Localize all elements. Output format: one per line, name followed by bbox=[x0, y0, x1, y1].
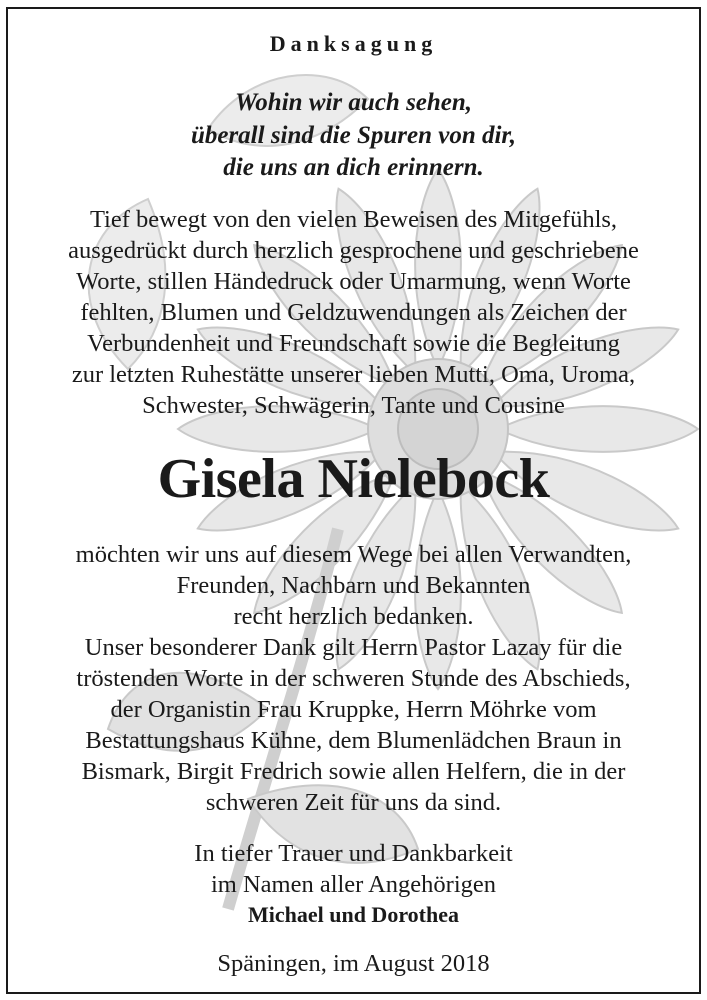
thanks-line: recht herzlich bedanken. bbox=[233, 603, 474, 630]
motto-line: die uns an dich erinnern. bbox=[223, 154, 484, 181]
closing-line: im Namen aller Angehörigen bbox=[210, 871, 497, 898]
intro-line: zur letzten Ruhestätte unserer lieben Mutti, Oma, Uroma, bbox=[71, 361, 636, 388]
intro-line: Worte, stillen Händedruck oder Umarmung, wenn Worte bbox=[76, 268, 631, 295]
thanks-line: tröstenden Worte in der schweren Stunde des Abschieds, bbox=[76, 665, 631, 692]
motto-line: überall sind die Spuren von dir, bbox=[190, 122, 517, 149]
intro-line: ausgedrückt durch herzlich gesprochene und geschriebene bbox=[68, 237, 639, 264]
thanks-line: Unser besonderer Dank gilt Herrn Pastor Lazay für die bbox=[84, 634, 623, 661]
notice-frame bbox=[6, 7, 701, 994]
thanks-line: Freunden, Nachbarn und Bekannten bbox=[176, 572, 531, 599]
intro-line: Tief bewegt von den vielen Beweisen des Mitgefühls, bbox=[89, 206, 618, 233]
motto-line: Wohin wir auch sehen, bbox=[234, 89, 473, 116]
notice-title: Danksagung bbox=[269, 31, 438, 56]
thanks-line: schweren Zeit für uns da sind. bbox=[205, 789, 502, 816]
signers: Michael und Dorothea bbox=[247, 902, 460, 927]
deceased-name: Gisela Nielebock bbox=[157, 448, 550, 510]
intro-line: Verbundenheit und Freundschaft sowie die Begleitung bbox=[87, 330, 620, 357]
thanks-line: Bismark, Birgit Fredrich sowie allen Helfern, die in der bbox=[81, 758, 626, 785]
closing-line: In tiefer Trauer und Dankbarkeit bbox=[194, 840, 513, 867]
thanks-line: Bestattungshaus Kühne, dem Blumenlädchen Braun in bbox=[85, 727, 622, 754]
thanks-line: möchten wir uns auf diesem Wege bei allen Verwandten, bbox=[75, 541, 632, 568]
place-date: Späningen, im August 2018 bbox=[217, 950, 490, 977]
intro-line: fehlten, Blumen und Geldzuwendungen als Zeichen der bbox=[80, 299, 627, 326]
thanks-line: der Organistin Frau Kruppke, Herrn Möhrke vom bbox=[110, 696, 597, 723]
notice-content bbox=[8, 9, 699, 992]
intro-line: Schwester, Schwägerin, Tante und Cousine bbox=[142, 392, 565, 419]
